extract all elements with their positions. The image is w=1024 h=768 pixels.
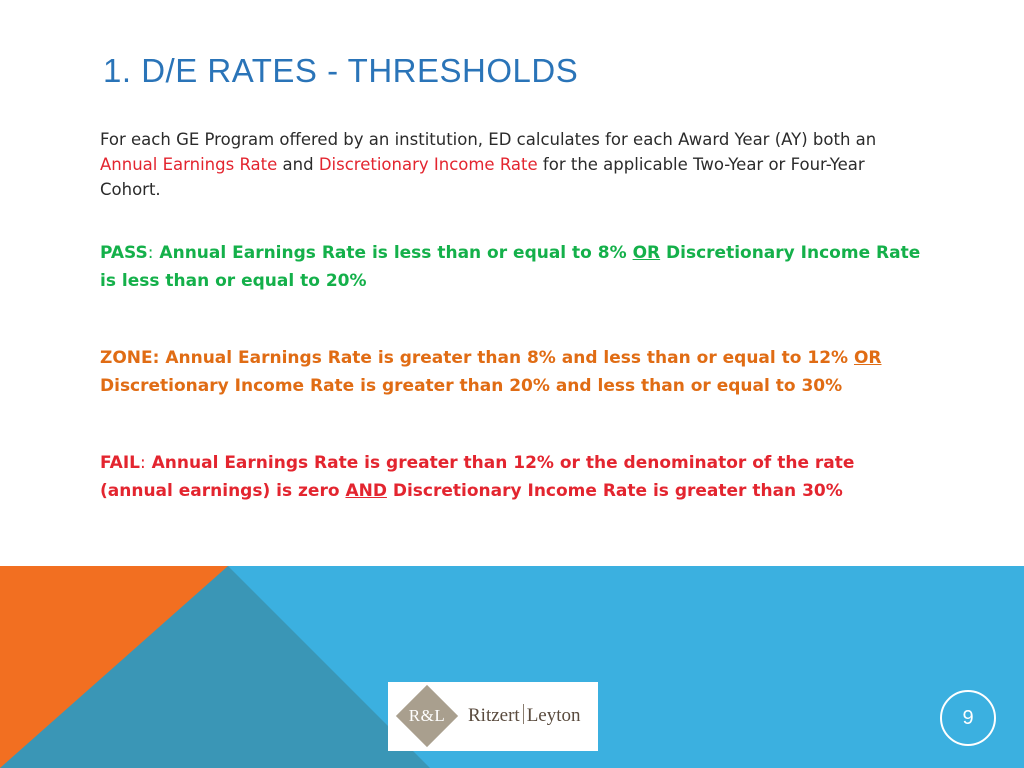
logo-name-right: Leyton [526,705,581,726]
intro-text-1: For each GE Program offered by an institution, ED calculates for each Award Year (AY) both an [100,130,877,149]
fail-text-1: Annual Earnings Rate is greater than 12% or the denominator of the rate (annual earnings) is zero [100,453,855,501]
pass-label: PASS [100,243,148,263]
zone-label: ZONE: [100,348,160,368]
zone-conjunction: OR [853,348,882,368]
intro-paragraph [100,127,930,202]
slide-title: 1. D/E RATES - THRESHOLDS [103,52,579,89]
pass-colon: : [147,243,154,263]
logo-monogram: R&L [408,706,446,725]
fail-colon: : [139,453,146,473]
fail-rule [100,449,930,505]
zone-text-1: Annual Earnings Rate is greater than 8% and less than or equal to 12% [159,348,854,368]
pass-text-2: Discretionary Income Rate is less than or equal to 20% [100,243,921,291]
page-number: 9 [940,690,996,746]
pass-rule [100,239,930,295]
fail-conjunction: AND [345,481,387,501]
discretionary-income-rate-term: Discretionary Income Rate [318,155,538,174]
logo-separator [523,704,524,724]
logo-diamond-icon [395,684,459,748]
logo-wordmark [468,704,581,727]
intro-and: and [277,155,319,174]
fail-text-2: Discretionary Income Rate is greater than 30% [386,481,843,501]
intro-text-2: for the applicable Two-Year or Four-Year Cohort. [100,155,865,199]
pass-text-1: Annual Earnings Rate is less than or equal to 8% [153,243,633,263]
logo-name-left: Ritzert [468,705,520,726]
fail-label: FAIL [100,453,140,473]
zone-rule [100,344,930,400]
company-logo [388,682,598,751]
pass-conjunction: OR [632,243,661,263]
annual-earnings-rate-term: Annual Earnings Rate [100,155,278,174]
zone-text-2: Discretionary Income Rate is greater than 20% and less than or equal to 30% [100,376,843,396]
